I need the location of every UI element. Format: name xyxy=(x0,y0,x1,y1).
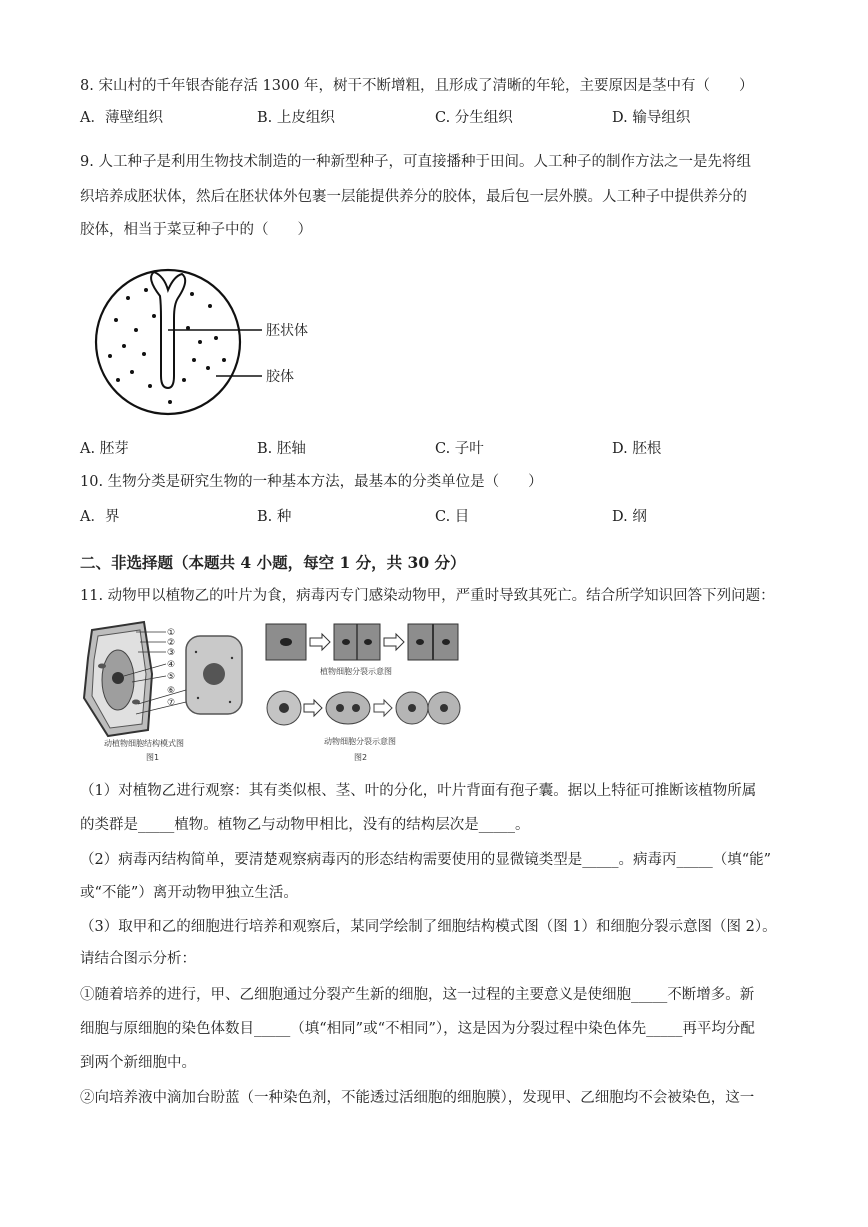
artificial-seed-figure xyxy=(88,268,328,418)
q11-part1-line-1: （1）对植物乙进行观察：其有类似根、茎、叶的分化，叶片背面有孢子囊。据以上特征可推断该植物所属 xyxy=(80,783,757,799)
q9-stem-line-1: 9. 人工种子是利用生物技术制造的一种新型种子，可直接播种于田间。人工种子的制作方法之一是先将组 xyxy=(80,154,751,170)
marker-7: ⑦ xyxy=(167,698,176,708)
q8-option-d[interactable]: D. 输导组织 xyxy=(612,110,691,126)
colloid-label: 胶体 xyxy=(266,369,294,385)
cell-structure-figure xyxy=(78,618,258,766)
q10-option-c[interactable]: C. 目 xyxy=(435,509,470,525)
q8-option-a[interactable]: A．薄壁组织 xyxy=(80,110,163,126)
cell-division-figure xyxy=(262,618,472,766)
marker-2: ② xyxy=(167,638,176,648)
marker-6: ⑥ xyxy=(167,686,176,696)
marker-3: ③ xyxy=(167,648,176,658)
q11-part3-line-1: （3）取甲和乙的细胞进行培养和观察后，某同学绘制了细胞结构模式图（图 1）和细胞分裂示意图（图 2）。 xyxy=(80,919,777,935)
section-title: 二、非选择题（本题共 4 小题，每空 1 分，共 30 分） xyxy=(80,553,466,572)
marker-4: ④ xyxy=(167,660,176,670)
fig1-label: 图1 xyxy=(146,753,160,762)
q11-stem: 11. 动物甲以植物乙的叶片为食，病毒丙专门感染动物甲，严重时导致其死亡。结合所学知识回答下列问题： xyxy=(80,588,775,604)
embryoid-label: 胚状体 xyxy=(266,323,308,339)
q9-option-c[interactable]: C. 子叶 xyxy=(435,441,484,457)
q9-option-a[interactable]: A. 胚芽 xyxy=(80,441,129,457)
q8-stem: 8. 宋山村的千年银杏能存活 1300 年，树干不断增粗，且形成了清晰的年轮，主要原因是茎中有（ ） xyxy=(80,78,754,94)
q9-stem-line-2: 织培养成胚状体，然后在胚状体外包裹一层能提供养分的胶体，最后包一层外膜。人工种子中提供养分的 xyxy=(80,189,747,205)
marker-1: ① xyxy=(167,628,176,638)
q10-option-b[interactable]: B. 种 xyxy=(257,509,292,525)
q11-part2-line-1: （2）病毒丙结构简单，要清楚观察病毒丙的形态结构需要使用的显微镜类型是_____。病毒丙_____（填“能” xyxy=(80,852,772,868)
q11-part3-line-2: 请结合图示分析： xyxy=(80,951,196,967)
q9-option-d[interactable]: D. 胚根 xyxy=(612,441,662,457)
fig1-caption: 动植物细胞结构模式图 xyxy=(104,739,184,748)
q11-sub1-line-1: ①随着培养的进行，甲、乙细胞通过分裂产生新的细胞，这一过程的主要意义是使细胞_____不断增多。新 xyxy=(80,987,755,1003)
plant-division-sequence xyxy=(266,624,458,660)
q11-part1-line-2: 的类群是_____植物。植物乙与动物甲相比，没有的结构层次是_____。 xyxy=(80,817,530,833)
plant-division-caption: 植物细胞分裂示意图 xyxy=(320,667,392,676)
animal-division-sequence xyxy=(267,691,460,725)
q10-option-d[interactable]: D. 纲 xyxy=(612,509,647,525)
q10-option-a[interactable]: A．界 xyxy=(80,509,120,525)
q11-sub1-line-3: 到两个新细胞中。 xyxy=(80,1055,196,1071)
animal-division-caption: 动物细胞分裂示意图 xyxy=(324,737,396,746)
q8-option-c[interactable]: C. 分生组织 xyxy=(435,110,513,126)
fig2-label: 图2 xyxy=(354,753,368,762)
q8-option-b[interactable]: B. 上皮组织 xyxy=(257,110,335,126)
q11-sub2-line-1: ②向培养液中滴加台盼蓝（一种染色剂，不能透过活细胞的细胞膜），发现甲、乙细胞均不会被染色，这一 xyxy=(80,1090,755,1106)
q10-stem: 10. 生物分类是研究生物的一种基本方法，最基本的分类单位是（ ） xyxy=(80,474,543,490)
q9-stem-line-3: 胶体，相当于菜豆种子中的（ ） xyxy=(80,222,312,238)
marker-5: ⑤ xyxy=(167,672,176,682)
q11-part2-line-2: 或“不能”）离开动物甲独立生活。 xyxy=(80,885,298,901)
q11-sub1-line-2: 细胞与原细胞的染色体数目_____（填“相同”或“不相同”），这是因为分裂过程中染色体先_____再平均分配 xyxy=(80,1021,755,1037)
q9-option-b[interactable]: B. 胚轴 xyxy=(257,441,306,457)
